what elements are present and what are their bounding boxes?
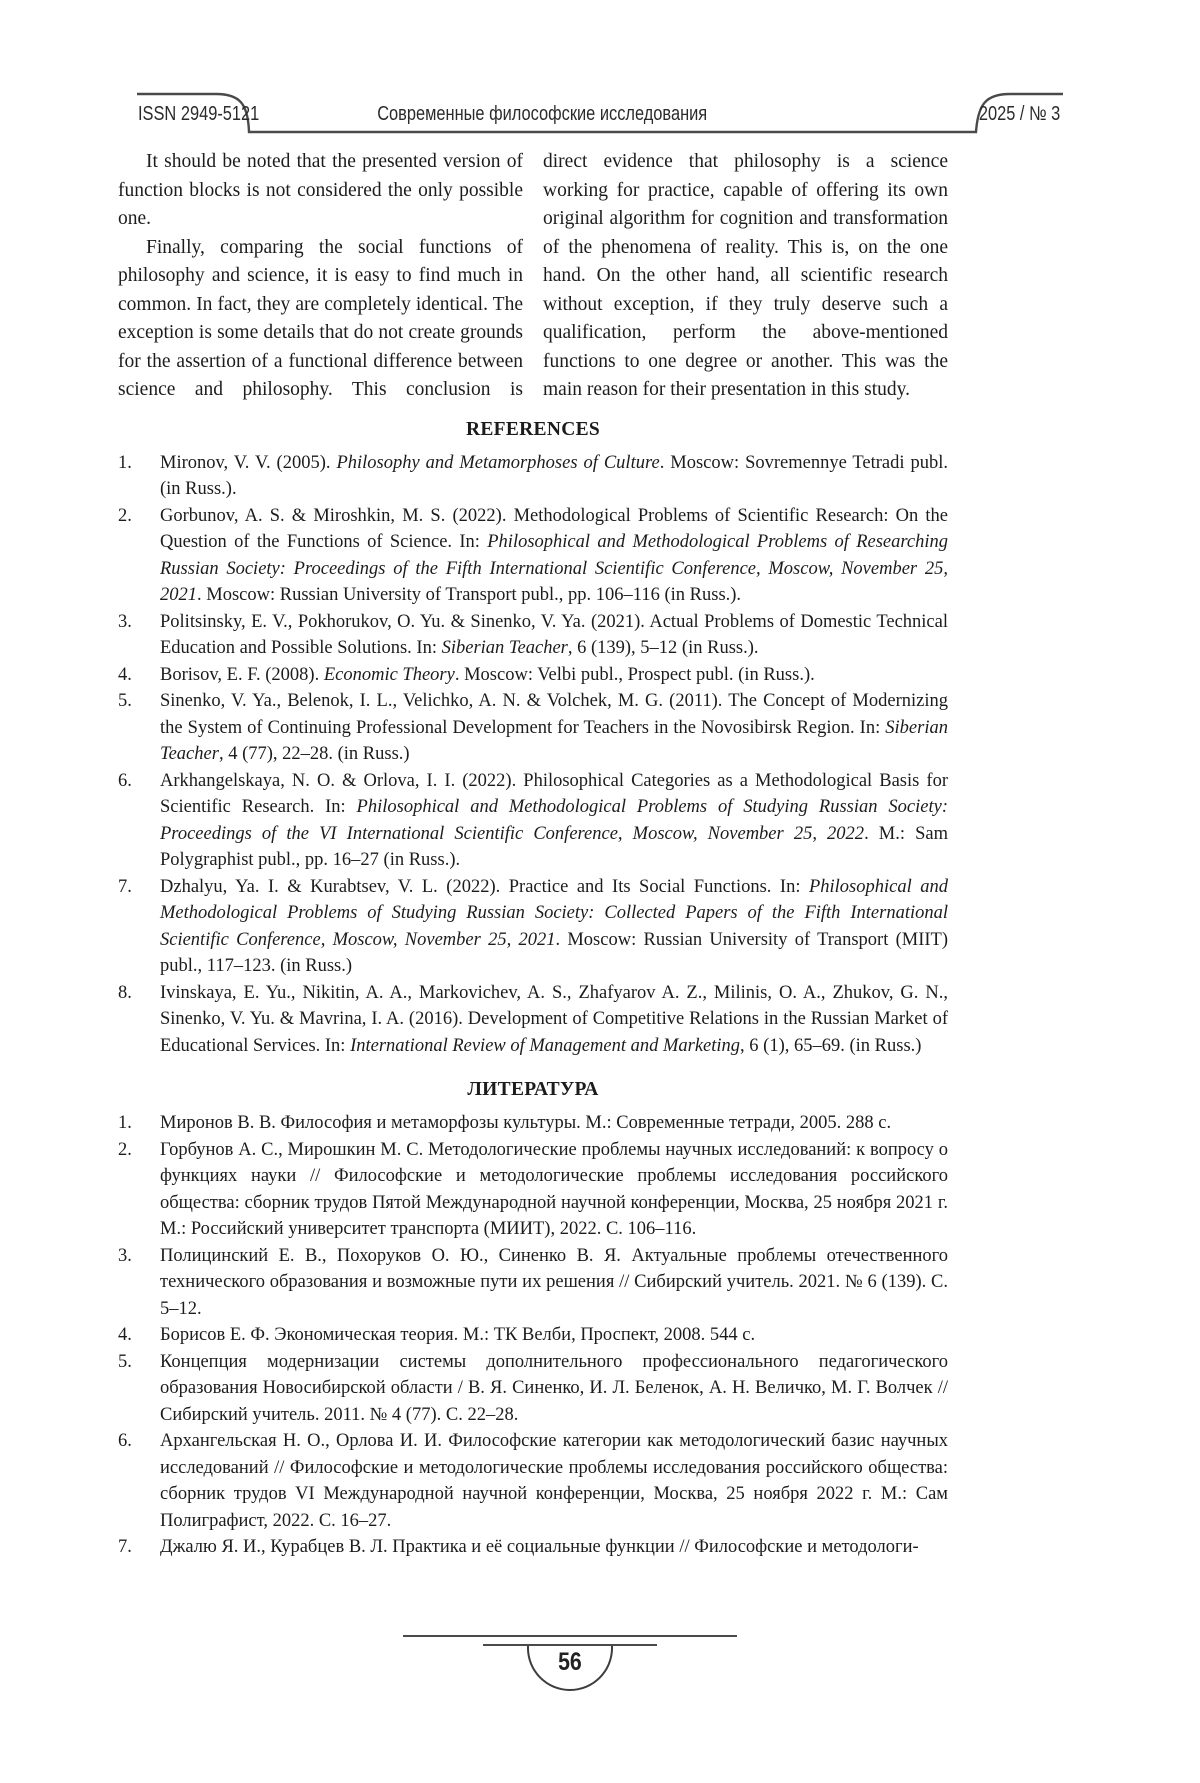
item-text: Dzhalyu, Ya. I. & Kurabtsev, V. L. (2022). Practice and Its Social Functions. In: Philosophical and Methodological Problems of Studying Russian Society: Collected Papers of the Fifth International Scientific Conference, Moscow, November 25, 2021. Moscow: Russian University of Transport (MIIT) publ., 117–123. (in Russ.) [160,876,948,976]
item-text: Джалю Я. И., Курабцев В. Л. Практика и её социальные функции // Философские и методологи- [160,1537,919,1557]
column-left [118,148,523,405]
page-number-text: 56 [558,1648,582,1676]
item-text: Борисов Е. Ф. Экономическая теория. М.: ТК Велби, Проспект, 2008. 544 с. [160,1325,756,1345]
item-text: Концепция модернизации системы дополнительного профессионального педагогического образования Новосибирской области / В. Я. Синенко, И. Л. Беленок, А. Н. Величко, М. Г. Волчек // Сибирский учитель. 2011. № 4 (77). С. 22–28. [160,1351,948,1425]
item-number: 1. [118,452,132,473]
page-body [118,148,948,1561]
reference-item [118,503,948,609]
reference-item [118,874,948,980]
item-text: Arkhangelskaya, N. O. & Orlova, I. I. (2022). Philosophical Categories as a Methodological Basis for Scientific Research. In: Philosophical and Methodological Problems of Studying Russian Society: Proceedings of the VI International Scientific Conference, Moscow, November 25, 2022. M.: Sam Polygraphist publ., pp. 16–27 (in Russ.). [160,770,949,870]
reference-item [118,450,948,503]
literature-item [118,1428,948,1534]
item-text: Миронов В. В. Философия и метаморфозы культуры. М.: Современные тетради, 2005. 288 с. [160,1113,892,1133]
item-number: 2. [118,505,132,526]
literature-item [118,1137,948,1243]
item-number: 6. [118,1431,132,1451]
paragraph: Finally, comparing the social functions of philosophy and science, it is easy to find much in common. In fact, they are completely identical. The exception is some details that do not create grounds for the assertion of a functional difference between science and philosophy. This conclusion is [118,236,523,400]
footer-rule-long [403,1635,737,1637]
item-text: Gorbunov, A. S. & Miroshkin, M. S. (2022). Methodological Problems of Scientific Research: On the Question of the Functions of Science. In: Philosophical and Methodological Problems of Researching Russian Society: Proceedings of the Fifth International Scientific Conference, Moscow, November 25, 2021. Moscow: Russian University of Transport publ., pp. 106–116 (in Russ.). [160,505,948,605]
paragraph: direct evidence that philosophy is a science working for practice, capable of offering its own original algorithm for cognition and transformation of the phenomena of reality. This is, on the one hand. On the other hand, all scientific research without exception, if they truly deserve such a qualification, perform the above-mentioned functions to one degree or another. This was the main reason for their presentation in this study. [543,151,948,400]
reference-item [118,609,948,662]
references-heading: REFERENCES [465,418,601,440]
journal-title [137,103,948,126]
literature-item [118,1243,948,1323]
page-number [527,1648,613,1677]
column-right [543,148,948,405]
reference-item [118,688,948,768]
item-number: 3. [118,611,132,632]
reference-item [118,980,948,1060]
literature-item [118,1322,948,1349]
item-number: 4. [118,1325,132,1345]
item-number: 6. [118,770,132,791]
issue-label: 2025 / № 3 [978,103,1060,125]
item-text: Архангельская Н. О., Орлова И. И. Философские категории как методологический базис научных исследований // Философские и методологические проблемы исследования российского общества: сборник трудов VI Международной научной конференции, Москва, 25 ноября 2022 г. М.: Сам Полиграфист, 2022. С. 16–27. [160,1431,948,1531]
item-text: Sinenko, V. Ya., Belenok, I. L., Velichko, A. N. & Volchek, M. G. (2011). The Concept of Modernizing the System of Continuing Professional Development for Teachers in the Novosibirsk Region. In: Siberian Teacher, 4 (77), 22–28. (in Russ.) [160,691,948,764]
running-header [0,85,1200,145]
paragraph: It should be noted that the presented version of function blocks is not considered the only possible one. [118,151,523,229]
item-number: 2. [118,1139,132,1160]
references-list [118,450,948,1060]
literature-item [118,1349,948,1429]
literature-item [118,1110,948,1137]
item-text: Ivinskaya, E. Yu., Nikitin, A. A., Markovichev, A. S., Zhafyarov A. Z., Milinis, O. A., Zhukov, G. N., Sinenko, V. Yu. & Mavrina, I. A. (2016). Development of Competitive Relations in the Russian Market of Educational Services. In: International Review of Management and Marketing, 6 (1), 65–69. (in Russ.) [160,982,948,1056]
item-number: 1. [118,1113,132,1133]
literature-list [118,1110,948,1561]
journal-title-text: Современные философские исследования [377,103,708,125]
literature-heading: ЛИТЕРАТУРА [467,1079,599,1100]
item-number: 3. [118,1245,132,1266]
item-number: 5. [118,691,132,711]
item-number: 7. [118,1537,132,1557]
item-number: 4. [118,664,132,685]
item-text: Горбунов А. С., Мирошкин М. С. Методологические проблемы научных исследований: к вопросу о функциях науки // Философские и методологические проблемы исследования российского общества: сборник трудов Пятой Международной научной конференции, Москва, 25 ноября 2021 г. М.: Российский университет транспорта (МИИТ), 2022. С. 106–116. [160,1139,948,1239]
article-columns [118,148,948,405]
item-text: Полицинский Е. В., Похоруков О. Ю., Синенко В. Я. Актуальные проблемы отечественного технического образования и возможные пути их решения // Сибирский учитель. 2021. № 6 (139). С. 5–12. [160,1245,948,1319]
item-number: 8. [118,982,132,1003]
item-number: 7. [118,876,132,897]
item-text: Mironov, V. V. (2005). Philosophy and Metamorphoses of Culture. Moscow: Sovremennye Tetradi publ. (in Russ.). [160,452,949,499]
item-text: Borisov, E. F. (2008). Economic Theory. Moscow: Velbi publ., Prospect publ. (in Russ.). [160,664,815,685]
literature-item [118,1534,948,1561]
reference-item [118,662,948,689]
issn-label: ISSN 2949-5121 [138,103,260,125]
item-text: Politsinsky, E. V., Pokhorukov, O. Yu. & Sinenko, V. Ya. (2021). Actual Problems of Domestic Technical Education and Possible Solutions. In: Siberian Teacher, 6 (139), 5–12 (in Russ.). [160,611,948,658]
reference-item [118,768,948,874]
item-number: 5. [118,1351,132,1372]
